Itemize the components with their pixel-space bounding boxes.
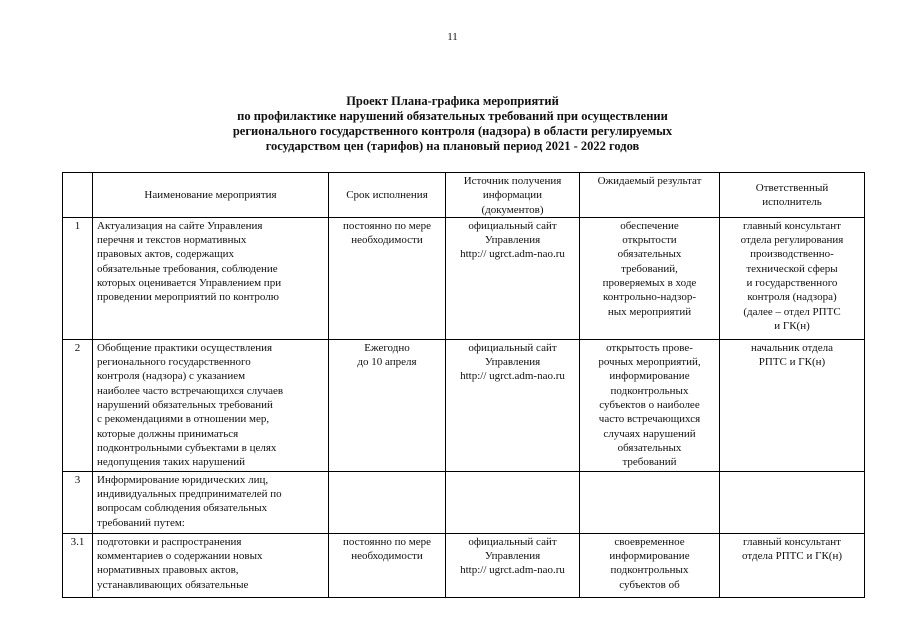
table-row xyxy=(63,339,865,471)
column-header-deadline: Срок исполнения xyxy=(329,173,446,218)
row-source: официальный сайт Управления http:// ugrct.adm-nao.ru xyxy=(446,533,580,597)
row-responsible: главный консультант отдела регулирования производственно- технической сферы и государственного контроля (надзора) (далее – отдел РПТС и ГК(н) xyxy=(720,217,865,339)
row-name: подготовки и распространения комментариев о содержании новых нормативных правовых актов, устанавливающих обязательные xyxy=(93,533,329,597)
plan-table xyxy=(62,172,865,598)
row-source xyxy=(446,471,580,533)
title-line: государством цен (тарифов) на плановый период 2021 - 2022 годов xyxy=(265,139,640,153)
row-deadline: постоянно по мере необходимости xyxy=(329,217,446,339)
title-line: регионального государственного контроля (надзора) в области регулируемых xyxy=(232,124,673,138)
column-header-source: Источник получения информации (документов) xyxy=(446,173,580,218)
row-responsible xyxy=(720,471,865,533)
row-result xyxy=(580,471,720,533)
document-title xyxy=(0,94,905,154)
column-header-result: Ожидаемый результат xyxy=(580,173,720,218)
row-result: своевременное информирование подконтрольных субъектов об xyxy=(580,533,720,597)
row-result: открытость прове- рочных мероприятий, информирование подконтрольных субъектов о наиболее часто встречающихся случаях нарушений обязательных требований xyxy=(580,339,720,471)
page-number: 11 xyxy=(447,31,458,43)
row-responsible: главный консультант отдела РПТС и ГК(н) xyxy=(720,533,865,597)
row-result: обеспечение открытости обязательных требований, проверяемых в ходе контрольно-надзор- ных мероприятий xyxy=(580,217,720,339)
column-header-name: Наименование мероприятия xyxy=(93,173,329,218)
row-number: 1 xyxy=(63,217,93,339)
column-header-responsible: Ответственный исполнитель xyxy=(720,173,865,218)
row-source: официальный сайт Управления http:// ugrct.adm-nao.ru xyxy=(446,217,580,339)
row-deadline xyxy=(329,471,446,533)
title-line: Проект Плана-графика мероприятий xyxy=(346,94,559,108)
row-number: 3 xyxy=(63,471,93,533)
row-name: Обобщение практики осуществления регионального государственного контроля (надзора) с указанием наиболее часто встречающихся случаев нарушений обязательных требований с рекомендациями в отношении мер, которые должны приниматься подконтрольными субъектами в целях недопущения таких нарушений xyxy=(93,339,329,471)
row-deadline: Ежегодно до 10 апреля xyxy=(329,339,446,471)
row-number: 2 xyxy=(63,339,93,471)
title-line: по профилактике нарушений обязательных требований при осуществлении xyxy=(237,109,668,123)
row-name: Актуализация на сайте Управления перечня и текстов нормативных правовых актов, содержащих обязательные требования, соблюдение которых оценивается Управлением при проведении мероприятий по контролю xyxy=(93,217,329,339)
row-name: Информирование юридических лиц, индивидуальных предпринимателей по вопросам соблюдения обязательных требований путем: xyxy=(93,471,329,533)
row-source: официальный сайт Управления http:// ugrct.adm-nao.ru xyxy=(446,339,580,471)
table-row xyxy=(63,217,865,339)
row-deadline: постоянно по мере необходимости xyxy=(329,533,446,597)
table-row xyxy=(63,533,865,597)
row-number: 3.1 xyxy=(63,533,93,597)
row-responsible: начальник отдела РПТС и ГК(н) xyxy=(720,339,865,471)
column-header-number xyxy=(63,173,93,218)
table-header-row xyxy=(63,173,865,218)
table-row xyxy=(63,471,865,533)
